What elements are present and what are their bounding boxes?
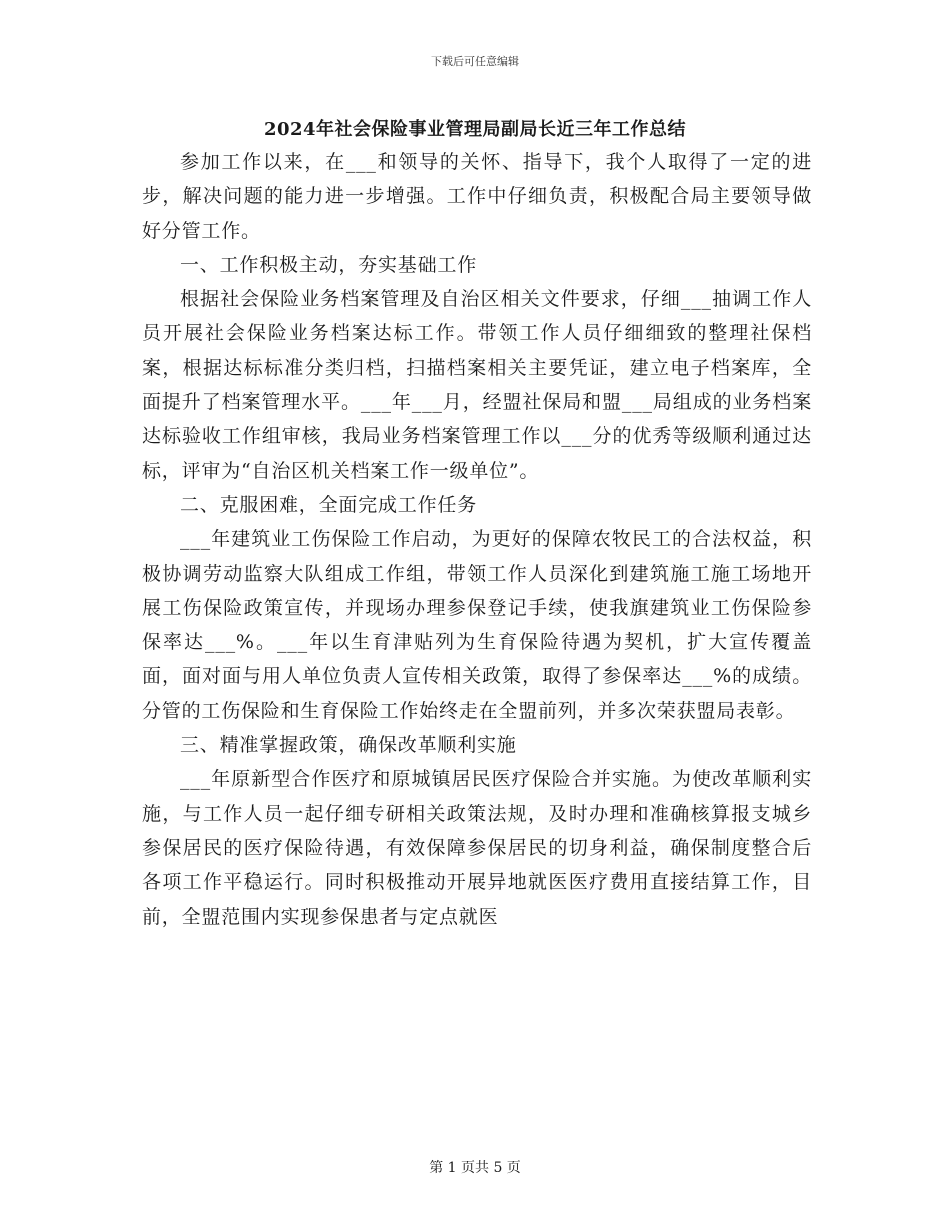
page-number-footer: 第 1 页共 5 页 (429, 1160, 521, 1176)
section-paragraph-2: ___年建筑业工伤保险工作启动，为更好的保障农牧民工的合法权益，积极协调劳动监察大队组成工作组，带领工作人员深化到建筑施工施工场地开展工伤保险政策宣传，并现场办理参保登记手续，使我旗建筑业工伤保险参保率达___%。___年以生育津贴列为生育保险待遇为契机，扩大宣传覆盖面，面对面与用人单位负责人宣传相关政策，取得了参保率达___%的成绩。分管的工伤保险和生育保险工作始终走在全盟前列，并多次荣获盟局表彰。 (142, 528, 812, 722)
section-heading-2: 二、克服困难，全面完成工作任务 (180, 493, 478, 516)
section-paragraph-1: 根据社会保险业务档案管理及自治区相关文件要求，仔细___抽调工作人员开展社会保险业务档案达标工作。带领工作人员仔细细致的整理社保档案，根据达标标准分类归档，扫描档案相关主要凭证，建立电子档案库，全面提升了档案管理水平。___年___月，经盟社保局和盟___局组成的业务档案达标验收工作组审核，我局业务档案管理工作以___分的优秀等级顺利通过达标，评审为“自治区机关档案工作一级单位”。 (142, 288, 812, 482)
header-note: 下载后可任意编辑 (431, 55, 519, 68)
section-heading-3: 三、精准掌握政策，确保改革顺利实施 (180, 734, 517, 757)
document-body (142, 145, 812, 934)
document-title: 2024年社会保险事业管理局副局长近三年工作总结 (263, 119, 687, 140)
section-paragraph-3: ___年原新型合作医疗和原城镇居民医疗保险合并实施。为使改革顺利实施，与工作人员一起仔细专研相关政策法规，及时办理和准确核算报支城乡参保居民的医疗保险待遇，有效保障参保居民的切身利益，确保制度整合后各项工作平稳运行。同时积极推动开展异地就医医疗费用直接结算工作，目前，全盟范围内实现参保患者与定点就医 (142, 768, 812, 928)
intro-paragraph: 参加工作以来，在___和领导的关怀、指导下，我个人取得了一定的进步，解决问题的能力进一步增强。工作中仔细负责，积极配合局主要领导做好分管工作。 (142, 151, 812, 242)
section-heading-1: 一、工作积极主动，夯实基础工作 (180, 253, 478, 276)
